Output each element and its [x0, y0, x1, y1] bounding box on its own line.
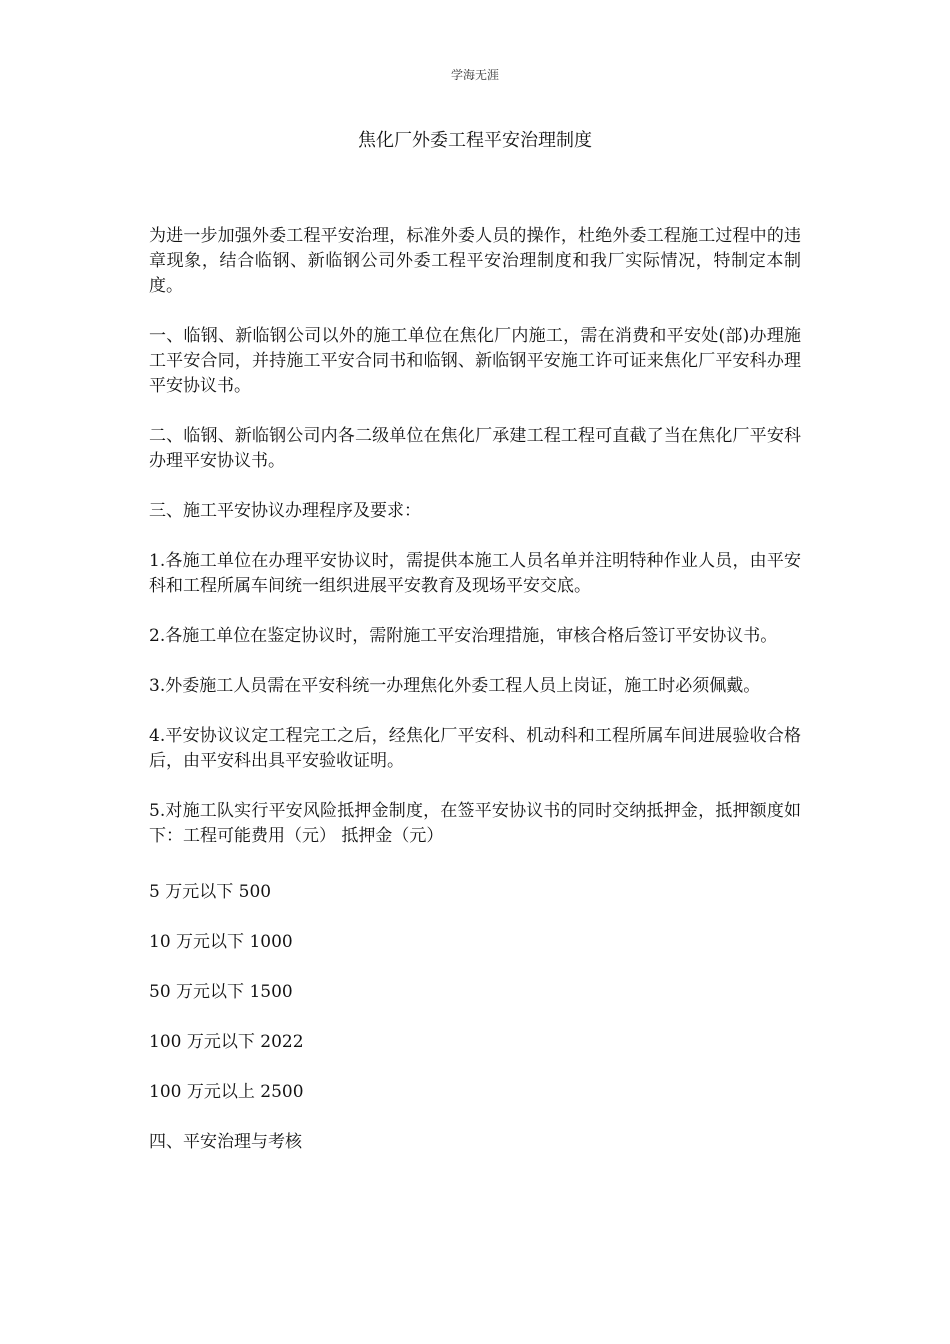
- clause-2-paragraph: 二、临钢、新临钢公司内各二级单位在焦化厂承建工程工程可直截了当在焦化厂平安科办理平安协议书。: [149, 426, 801, 471]
- clause-3-heading: 三、施工平安协议办理程序及要求：: [149, 501, 421, 521]
- clause-3-item-3: 3.外委施工人员需在平安科统一办理焦化外委工程人员上岗证，施工时必须佩戴。: [149, 676, 761, 696]
- deposit-row: 10 万元以下 1000: [149, 932, 293, 952]
- clause-1-paragraph: 一、临钢、新临钢公司以外的施工单位在焦化厂内施工，需在消费和平安处(部)办理施工平安合同，并持施工平安合同书和临钢、新临钢平安施工许可证来焦化厂平安科办理平安协议书。: [149, 326, 801, 396]
- clause-3-item-4: 4.平安协议议定工程完工之后，经焦化厂平安科、机动科和工程所属车间进展验收合格后，由平安科出具平安验收证明。: [149, 726, 801, 771]
- document-title: 焦化厂外委工程平安治理制度: [358, 130, 592, 151]
- clause-3-item-2: 2.各施工单位在鉴定协议时，需附施工平安治理措施，审核合格后签订平安协议书。: [149, 626, 778, 646]
- clause-3-item-5: 5.对施工队实行平安风险抵押金制度，在签平安协议书的同时交纳抵押金，抵押额度如下：工程可能费用（元） 抵押金（元）: [149, 801, 801, 846]
- deposit-row: 50 万元以下 1500: [149, 982, 293, 1002]
- deposit-row: 100 万元以上 2500: [149, 1082, 304, 1102]
- document-body: [149, 224, 801, 1155]
- clause-3-item-1: 1.各施工单位在办理平安协议时，需提供本施工人员名单并注明特种作业人员，由平安科和工程所属车间统一组织进展平安教育及现场平安交底。: [149, 551, 801, 596]
- page-header: 学海无涯: [450, 68, 499, 82]
- deposit-row: 100 万元以下 2022: [149, 1032, 304, 1052]
- deposit-row: 5 万元以下 500: [149, 882, 272, 902]
- section-4-heading: 四、平安治理与考核: [149, 1132, 302, 1152]
- intro-paragraph: 为进一步加强外委工程平安治理，标准外委人员的操作，杜绝外委工程施工过程中的违章现象，结合临钢、新临钢公司外委工程平安治理制度和我厂实际情况，特制定本制度。: [149, 226, 801, 296]
